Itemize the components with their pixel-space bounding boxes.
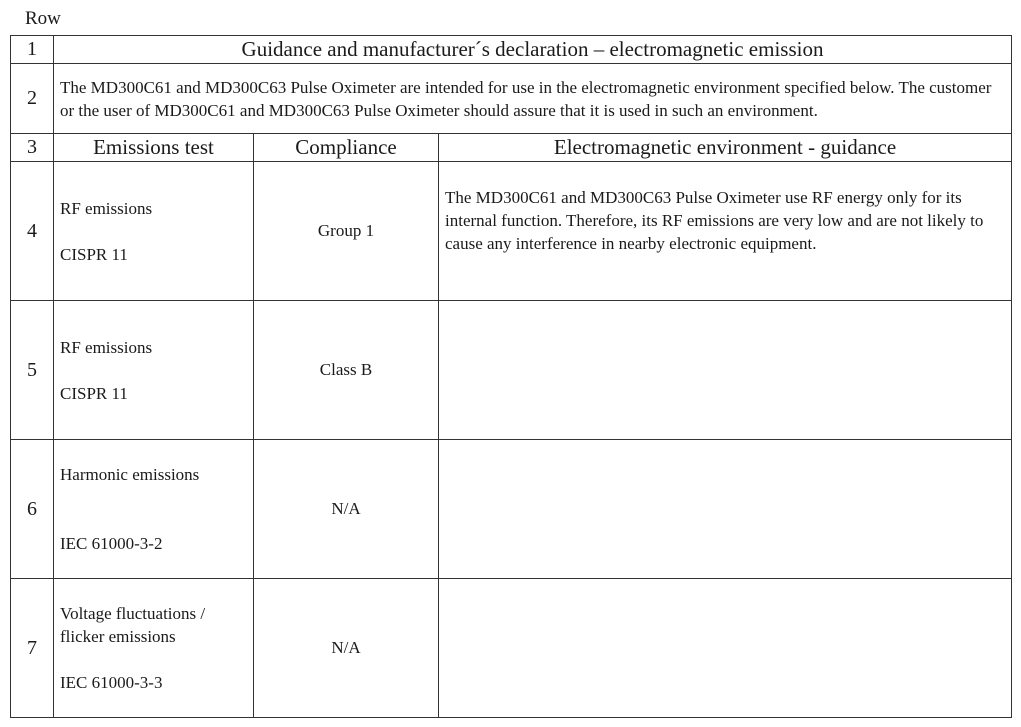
table-row bbox=[11, 64, 1012, 134]
test-name: RF emissions bbox=[60, 198, 153, 218]
intro-text: The MD300C61 and MD300C63 Pulse Oximeter are intended for use in the electromagnetic environment specified below. The customer or the user of MD300C61 and MD300C63 Pulse Oximeter should assure that it is used in such an environment. bbox=[54, 64, 1012, 134]
header-row bbox=[11, 134, 1012, 162]
row-number: 1 bbox=[11, 36, 54, 64]
table-row bbox=[11, 440, 1012, 579]
compliance-cell: N/A bbox=[254, 579, 439, 718]
emissions-test-cell bbox=[54, 301, 254, 440]
compliance-cell: N/A bbox=[254, 440, 439, 579]
row-number: 4 bbox=[11, 162, 54, 301]
test-name: RF emissions bbox=[60, 337, 153, 357]
row-number: 2 bbox=[11, 64, 54, 134]
guidance-cell bbox=[439, 301, 1012, 440]
guidance-cell bbox=[439, 440, 1012, 579]
table-row bbox=[11, 162, 1012, 301]
row-column-label: Row bbox=[25, 8, 61, 29]
row-number: 5 bbox=[11, 301, 54, 440]
table-title: Guidance and manufacturer´s declaration – electromagnetic emission bbox=[54, 36, 1012, 64]
test-name-continued: flicker emissions bbox=[60, 627, 176, 646]
row-number: 7 bbox=[11, 579, 54, 718]
compliance-cell: Group 1 bbox=[254, 162, 439, 301]
emissions-test-cell bbox=[54, 579, 254, 718]
table-row bbox=[11, 36, 1012, 64]
emissions-test-cell bbox=[54, 162, 254, 301]
row-number: 6 bbox=[11, 440, 54, 579]
test-standard: IEC 61000-3-3 bbox=[60, 673, 163, 692]
guidance-cell bbox=[439, 579, 1012, 718]
header-compliance: Compliance bbox=[254, 134, 439, 162]
table-row bbox=[11, 579, 1012, 718]
header-guidance: Electromagnetic environment - guidance bbox=[439, 134, 1012, 162]
test-standard: IEC 61000-3-2 bbox=[60, 534, 163, 553]
emc-declaration-table bbox=[10, 35, 1012, 718]
row-number: 3 bbox=[11, 134, 54, 162]
test-name: Voltage fluctuations / bbox=[60, 604, 206, 623]
test-name: Harmonic emissions bbox=[60, 465, 200, 484]
emissions-test-cell bbox=[54, 440, 254, 579]
compliance-cell: Class B bbox=[254, 301, 439, 440]
header-emissions-test: Emissions test bbox=[54, 134, 254, 162]
test-standard: CISPR 11 bbox=[60, 244, 128, 264]
table-row bbox=[11, 301, 1012, 440]
test-standard: CISPR 11 bbox=[60, 383, 128, 403]
guidance-cell: The MD300C61 and MD300C63 Pulse Oximeter use RF energy only for its internal function. Therefore, its RF emissions are very low and are not likely to cause any interference in nearby electronic equipment. bbox=[439, 162, 1012, 301]
